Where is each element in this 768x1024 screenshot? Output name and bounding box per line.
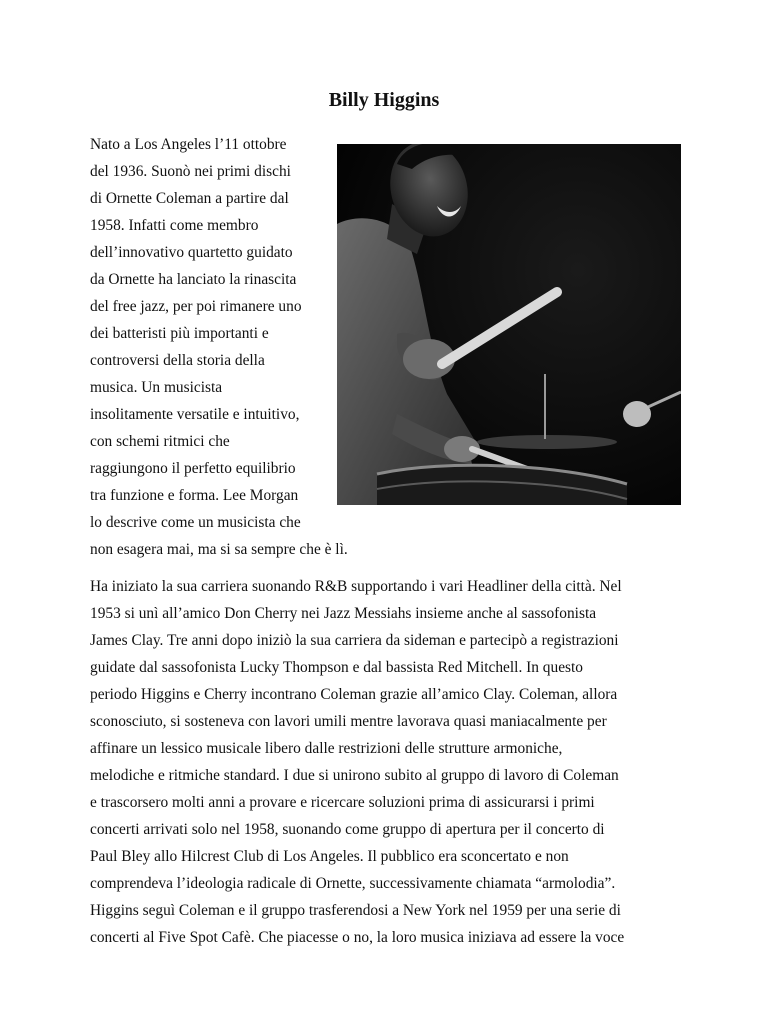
intro-line: controversi della storia della [90,352,265,369]
body-line: sconosciuto, si sosteneva con lavori umili mentre lavorava quasi maniacalmente per [90,713,607,730]
body-line: Higgins seguì Coleman e il gruppo trasferendosi a New York nel 1959 per una serie di [90,902,621,919]
body-line: comprendeva l’ideologia radicale di Ornette, successivamente chiamata “armolodia”. [90,875,616,892]
body-line: concerti arrivati solo nel 1958, suonando come gruppo di apertura per il concerto di [90,821,605,838]
text-column [90,131,680,951]
body-line: Paul Bley allo Hilcrest Club di Los Angeles. Il pubblico era sconcertato e non [90,848,569,865]
intro-line: 1958. Infatti come membro [90,217,259,234]
paragraph-gap [90,563,680,573]
body-line: concerti al Five Spot Cafè. Che piacesse o no, la loro musica iniziava ad essere la voce [90,929,625,946]
intro-line: Nato a Los Angeles l’11 ottobre [90,136,287,153]
body-line: James Clay. Tre anni dopo iniziò la sua carriera da sideman e partecipò a registrazioni [90,632,619,649]
intro-line: con schemi ritmici che [90,433,230,450]
intro-line: raggiungono il perfetto equilibrio [90,460,296,477]
intro-line: lo descrive come un musicista che [90,514,301,531]
page-title: Billy Higgins [328,89,440,111]
body-line: Ha iniziato la sua carriera suonando R&B supportando i vari Headliner della città. Nel [90,578,622,595]
intro-line: del 1936. Suonò nei primi dischi [90,163,291,180]
body-line: affinare un lessico musicale libero dalle restrizioni delle strutture armoniche, [90,740,563,757]
intro-line: insolitamente versatile e intuitivo, [90,406,300,423]
body-line: melodiche e ritmiche standard. I due si unirono subito al gruppo di lavoro di Coleman [90,767,619,784]
body-line: periodo Higgins e Cherry incontrano Coleman grazie all’amico Clay. Coleman, allora [90,686,618,703]
intro-line: tra funzione e forma. Lee Morgan [90,487,299,504]
intro-line: dell’innovativo quartetto guidato [90,244,293,261]
body-line: guidate dal sassofonista Lucky Thompson e dal bassista Red Mitchell. In questo [90,659,583,676]
intro-line: del free jazz, per poi rimanere uno [90,298,302,315]
body-line: e trascorsero molti anni a provare e ricercare soluzioni prima di assicurarsi i primi [90,794,595,811]
intro-line: non esagera mai, ma si sa sempre che è lì. [90,541,348,558]
intro-line: di Ornette Coleman a partire dal [90,190,289,207]
body-line: 1953 si unì all’amico Don Cherry nei Jazz Messiahs insieme anche al sassofonista [90,605,597,622]
intro-line: musica. Un musicista [90,379,223,396]
intro-line: dei batteristi più importanti e [90,325,269,342]
intro-line: da Ornette ha lanciato la rinascita [90,271,297,288]
